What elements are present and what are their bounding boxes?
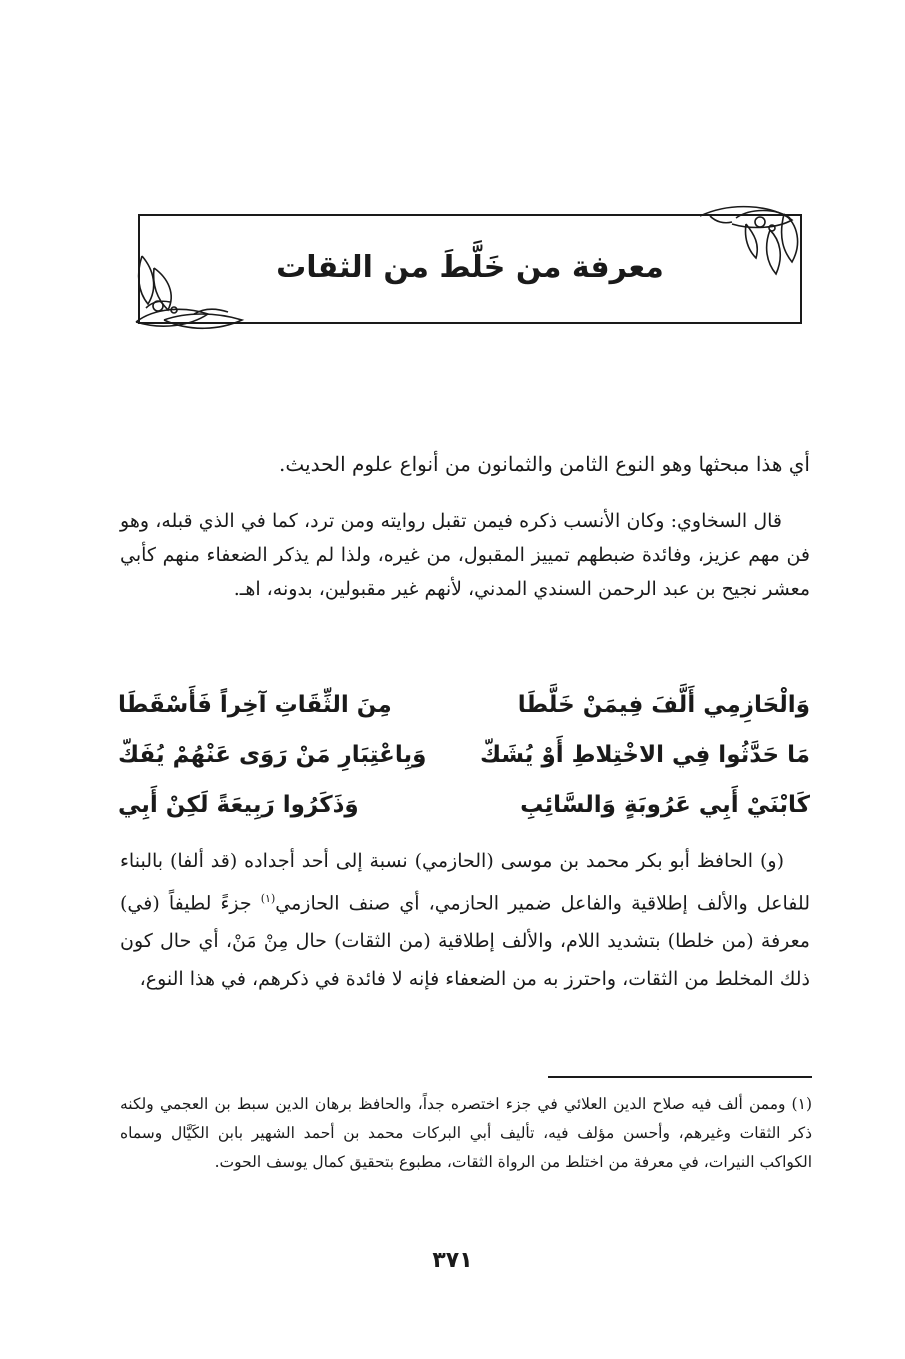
verse-line	[118, 680, 810, 730]
verse-line	[118, 780, 810, 830]
footnote-reference: (١)	[260, 892, 276, 905]
commentary-text-after-ref: جزءً لطيفاً (في) معرفة (من خلطا) بتشديد اللام، والألف إطلاقية (من الثقات) حال مِنْ مَنْ، أي حال كون ذلك المخلط من الثقات، واحترز به من الضعفاء فإنه لا فائدة في ذكرهم، في هذا النوع،	[120, 892, 810, 991]
verse-second-hemistich: وَذَكَرُوا رَبِيعَةً لَكِنْ أَبِي	[118, 792, 359, 818]
footnote-divider	[548, 1076, 812, 1078]
commentary-paragraph	[120, 842, 810, 998]
sakhawi-quote-paragraph: قال السخاوي: وكان الأنسب ذكره فيمن تقبل روايته ومن ترد، كما في الذي قبله، وهو فن مهم عزيز، وفائدة ضبطهم تمييز المقبول، من غيره، ولذا لم يذكر الضعفاء منهم كأبي معشر نجيح بن عبد الرحمن السندي المدني، لأنهم غير مقبولين، بدونه، اهـ.	[120, 510, 810, 600]
commentary-text-before-ref: (و) الحافظ أبو بكر محمد بن موسى (الحازمي) نسبة إلى أحد أجداده (قد ألفا) بالبناء للفاعل والألف إطلاقية والفاعل ضمير الحازمي، أي صنف الحازمي	[120, 850, 810, 915]
verse-line	[118, 730, 810, 780]
chapter-title: معرفة من خَلَّطَ من الثقات	[276, 250, 664, 285]
verse-first-hemistich: وَالْحَازِمِي أَلَّفَ فِيمَنْ خَلَّطَا	[517, 692, 810, 718]
verse-second-hemistich: وَبِاعْتِبَارِ مَنْ رَوَى عَنْهُمْ يُفَكّ	[118, 742, 427, 768]
verse-second-hemistich: مِنَ الثِّقَاتِ آخِراً فَأَسْقَطَا	[118, 692, 392, 718]
footnote-number: (١)	[791, 1095, 812, 1113]
footnote-text: وممن ألف فيه صلاح الدين العلائي في جزء اختصره جداً، والحافظ برهان الدين سبط بن العجمي ولكنه ذكر الثقات وغيرهم، وأحسن مؤلف فيه، تأليف أبي البركات محمد بن أحمد الشهير بابن الكَيَّال وسماه الكواكب النيرات، في معرفة من اختلط من الرواة الثقات، مطبوع بتحقيق كمال يوسف الحوت.	[120, 1095, 812, 1171]
verse-first-hemistich: كَابْنَيْ أَبِي عَرُوبَةٍ وَالسَّائِبِ	[520, 792, 810, 818]
intro-paragraph: أي هذا مبحثها وهو النوع الثامن والثمانون من أنواع علوم الحديث.	[279, 452, 810, 476]
page-number: ٣٧١	[432, 1248, 473, 1273]
poem-verses	[118, 680, 810, 830]
verse-first-hemistich: مَا حَدَّثُوا فِي الاخْتِلاطِ أَوْ يُشَكّ	[480, 742, 810, 768]
footnote	[120, 1090, 812, 1177]
